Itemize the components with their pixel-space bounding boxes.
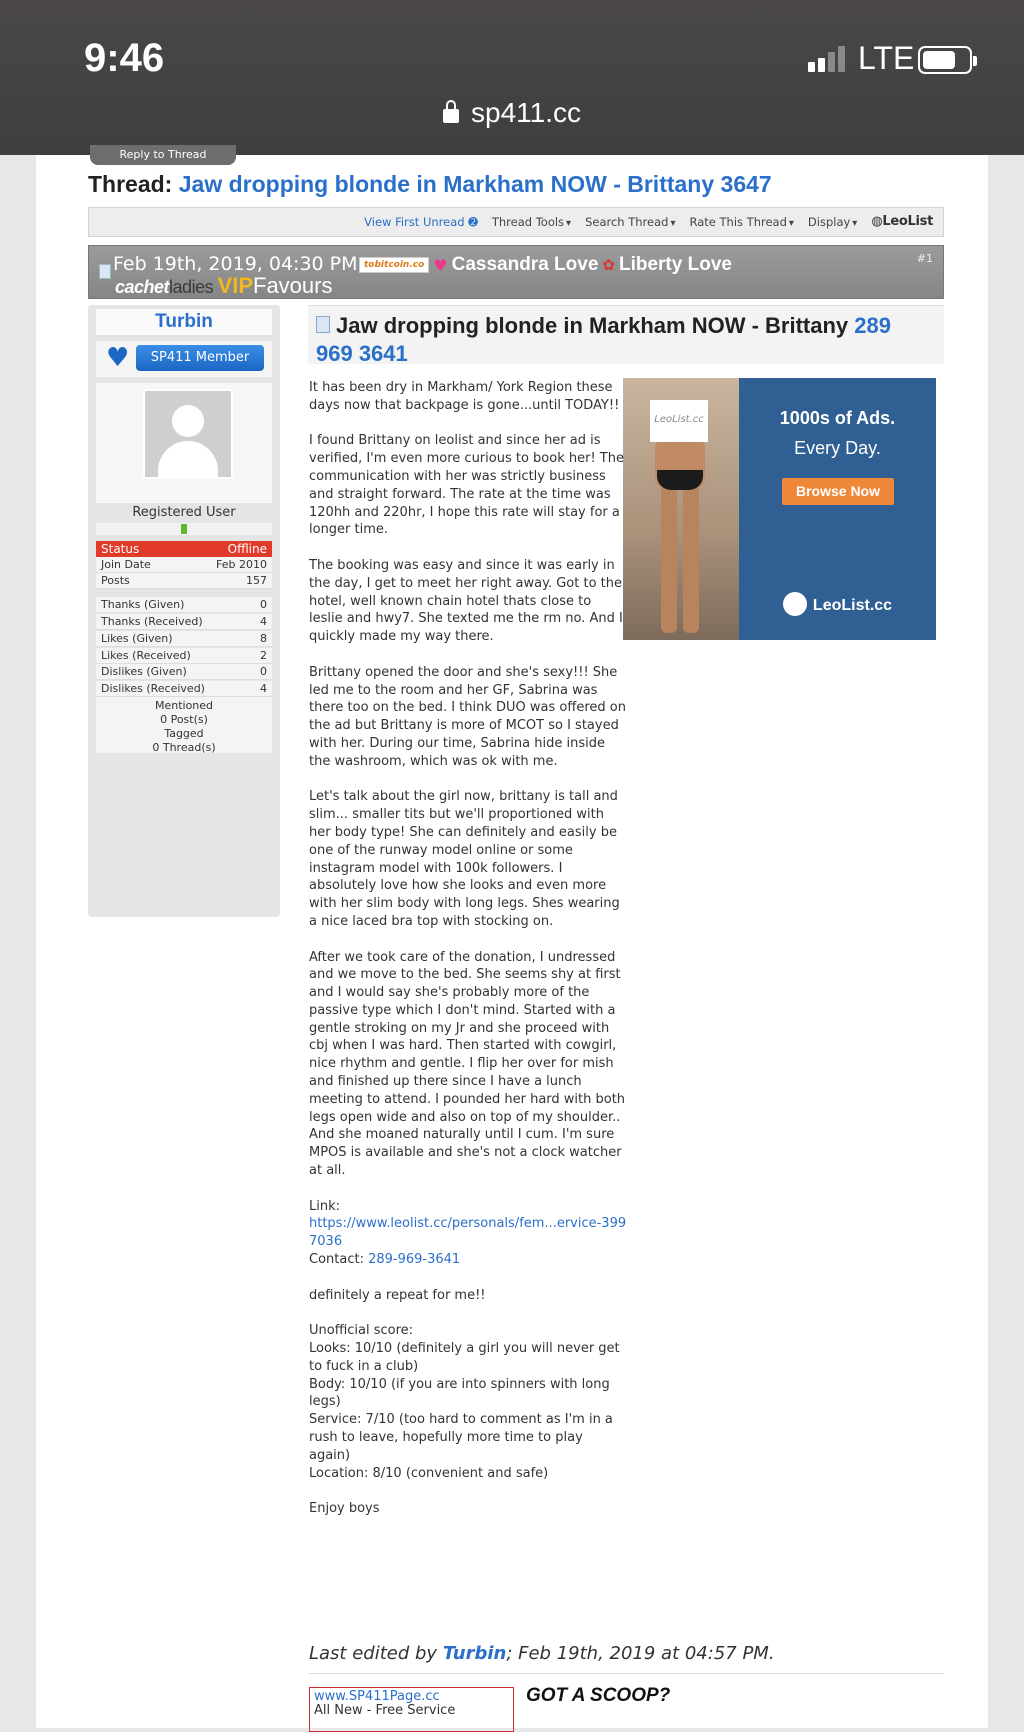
stat-row bbox=[96, 681, 272, 697]
browse-now-button[interactable]: Browse Now bbox=[782, 478, 894, 505]
post-paragraph: It has been dry in Markham/ York Region these days now that backpage is gone...until TODAY!! bbox=[309, 380, 620, 413]
mentioned-posts-link[interactable]: 0 Post(s) bbox=[160, 713, 208, 726]
mentioned-label: Mentioned bbox=[154, 699, 214, 712]
reply-to-thread-button[interactable]: Reply to Thread bbox=[90, 145, 236, 165]
post-paragraph: After we took care of the donation, I undressed and we move to the bed. She seems shy at first and I would say she's probably more of the passive type which I don't mind. Started with a gentle stroking on my Jr and she proceed with cbj when I was hard. Then started with cowgirl, nice rhythm and gentle. I flip her over for mish and finished up there since I have a lunch meeting to attend. I pounded her hard with both legs open wide and also on top of my shoulder.. And she moaned naturally until I cum. I'm sure MPOS is available and she's not a clock watcher at all. bbox=[309, 949, 626, 1179]
post-title-phone[interactable]: 289 969 3641 bbox=[316, 313, 891, 366]
contact-label: Contact: bbox=[309, 1252, 364, 1268]
post-icon bbox=[99, 264, 111, 279]
edited-prefix: Last edited by bbox=[309, 1643, 438, 1664]
ad-logo bbox=[739, 592, 936, 616]
stat-row bbox=[96, 573, 272, 589]
stat-row bbox=[96, 631, 272, 647]
stat-value: 4 bbox=[260, 615, 267, 628]
stat-label: Dislikes (Received) bbox=[101, 682, 205, 695]
clock: 9:46 bbox=[84, 36, 165, 80]
divider bbox=[308, 1673, 944, 1674]
link-label: Link: bbox=[309, 1198, 341, 1214]
stat-row bbox=[96, 614, 272, 630]
ad-logo-text: LeoList.cc bbox=[812, 597, 893, 614]
view-first-unread-label: View First Unread bbox=[364, 214, 465, 229]
stat-row bbox=[96, 597, 272, 613]
stat-value: 8 bbox=[260, 632, 267, 645]
stat-value: 157 bbox=[246, 574, 267, 587]
last-edited bbox=[309, 1643, 775, 1664]
phone-status-bar bbox=[0, 0, 1024, 155]
mentions-tags bbox=[96, 697, 272, 753]
user-card bbox=[88, 305, 280, 917]
post-paragraph: I found Brittany on leolist and since her ad is verified, I'm even more curious to book her! The communication with her was strictly business and straight forward. The rate at the time was 120hh and 220hr, I hope this rate will stay for a longer time. bbox=[309, 433, 624, 538]
heart-icon: ♥ bbox=[433, 255, 448, 275]
network-label: LTE bbox=[858, 40, 915, 76]
stat-row bbox=[96, 664, 272, 680]
stat-label: Likes (Received) bbox=[101, 649, 191, 662]
thread-toolbar bbox=[88, 207, 944, 237]
post-header bbox=[88, 245, 944, 299]
contact-phone-link[interactable]: 289-969-3641 bbox=[368, 1252, 461, 1268]
banner2-ladies: ladies bbox=[169, 277, 214, 297]
signal-icon bbox=[808, 46, 845, 72]
view-first-unread-link[interactable] bbox=[364, 215, 478, 229]
sp411page-url: www.SP411Page.cc bbox=[314, 1689, 440, 1704]
stat-label: Thanks (Received) bbox=[101, 615, 203, 628]
got-a-scoop-banner[interactable]: GOT A SCOOP? bbox=[526, 1685, 671, 1706]
sp411page-ad[interactable] bbox=[309, 1687, 514, 1732]
stat-label: Likes (Given) bbox=[101, 632, 173, 645]
post-date: Feb 19th, 2019, 04:30 PM bbox=[113, 253, 358, 275]
avatar[interactable] bbox=[143, 389, 233, 479]
leolist-link[interactable]: https://www.leolist.cc/personals/fem...ervice-3997036 bbox=[309, 1216, 627, 1250]
post-body bbox=[309, 379, 627, 1536]
banner2-vip: VIP bbox=[217, 273, 253, 298]
reputation-pip bbox=[181, 524, 187, 534]
document-icon bbox=[316, 316, 330, 333]
tagged-label: Tagged bbox=[164, 727, 204, 740]
status-value: Offline bbox=[227, 542, 267, 556]
ad-headline: 1000s of Ads. bbox=[779, 408, 896, 428]
link-block bbox=[309, 1198, 627, 1269]
globe-icon: ◍ bbox=[871, 214, 883, 229]
status-row bbox=[96, 541, 272, 557]
address-bar[interactable] bbox=[0, 97, 1024, 129]
post-paragraph: Let's talk about the girl now, brittany is tall and slim... smaller tits but we'll proportioned with her body type! She can definitely and easily be one of the runway model online or some instagram model with 100k followers. I absolutely love how she looks and even more with her slim body with long legs. Shes wearing a nice laced bra top with stocking on. bbox=[309, 789, 620, 929]
stat-label: Posts bbox=[101, 574, 130, 587]
tobitcoin-badge: tobitcoin.co bbox=[359, 257, 429, 273]
sp411page-text: All New - Free Service bbox=[314, 1703, 456, 1718]
stat-value: 0 bbox=[260, 598, 267, 611]
stat-row bbox=[96, 557, 272, 573]
user-title: Registered User bbox=[132, 505, 236, 520]
arrow-circle-icon: ➋ bbox=[468, 214, 478, 229]
search-thread-menu[interactable]: Search Thread ▾ bbox=[585, 215, 675, 229]
banner-ad-vip[interactable] bbox=[115, 273, 332, 299]
heart-icon: ♥ bbox=[106, 343, 130, 373]
score-block: Unofficial score: Looks: 10/10 (definitely a girl you will never get to fuck in a club) Body: 10/10 (if you are into spinners with long legs) Service: 7/10 (too hard to comment as I'm in a rush to leave, hopefully more time to play again) Location: 8/10 (convenient and safe) bbox=[309, 1323, 620, 1481]
ad-photo bbox=[623, 378, 739, 640]
post-title-box bbox=[308, 305, 944, 364]
lion-logo-icon bbox=[783, 592, 807, 616]
banner-name-1: Cassandra Love bbox=[451, 254, 599, 275]
url-text: sp411.cc bbox=[471, 97, 581, 128]
banner2-favours: Favours bbox=[253, 273, 333, 298]
stat-label: Thanks (Given) bbox=[101, 598, 185, 611]
post-number[interactable]: #1 bbox=[916, 252, 933, 265]
rose-icon: ✿ bbox=[602, 256, 615, 274]
tagged-threads-link[interactable]: 0 Thread(s) bbox=[152, 741, 216, 754]
leolist-ad-banner[interactable] bbox=[623, 378, 936, 640]
ad-subline: Every Day. bbox=[794, 438, 881, 458]
stat-label: Join Date bbox=[101, 558, 151, 571]
leolist-sponsor-logo[interactable] bbox=[871, 214, 933, 229]
lock-icon bbox=[443, 109, 459, 123]
status-label: Status bbox=[101, 542, 140, 556]
thread-tools-menu[interactable]: Thread Tools ▾ bbox=[492, 215, 571, 229]
thread-title-link[interactable]: Jaw dropping blonde in Markham NOW - Brittany 3647 bbox=[178, 171, 772, 197]
rank-label: SP411 Member bbox=[136, 345, 264, 371]
ad-sign: LeoList.cc bbox=[650, 400, 708, 442]
stat-label: Dislikes (Given) bbox=[101, 665, 187, 678]
banner-ad-escorts[interactable] bbox=[359, 254, 732, 276]
edited-suffix: ; Feb 19th, 2019 at 04:57 PM. bbox=[506, 1643, 775, 1664]
username-link[interactable]: Turbin bbox=[96, 309, 272, 335]
post-paragraph: definitely a repeat for me!! bbox=[309, 1287, 486, 1303]
post-paragraph: The booking was easy and since it was early in the day, I get to meet her right away. Got to the hotel, well known chain hotel thats close to leslie and hwy7. She texted me the rm no. And I quickly made my way there. bbox=[309, 557, 623, 645]
banner2-cachet: cachet bbox=[115, 277, 170, 297]
forum-page bbox=[36, 148, 988, 1728]
reputation-bar bbox=[96, 523, 272, 535]
avatar-container bbox=[96, 383, 272, 503]
post-title bbox=[316, 312, 916, 368]
edited-user-link[interactable]: Turbin bbox=[442, 1643, 507, 1664]
display-menu[interactable]: Display ▾ bbox=[808, 215, 857, 229]
battery-icon bbox=[918, 46, 972, 74]
sponsor-label: LeoList bbox=[882, 214, 933, 229]
stat-value: 4 bbox=[260, 682, 267, 695]
stat-value: Feb 2010 bbox=[216, 558, 267, 571]
stat-value: 2 bbox=[260, 649, 267, 662]
post-paragraph: Brittany opened the door and she's sexy!!! She led me to the room and her GF, Sabrina was there too on the bed. I think DUO was offered on the ad but Brittany is more of MCOT so I stayed with her. During our time, Sabrina hide inside the washroom, which was ok with me. bbox=[309, 664, 626, 769]
banner-name-2: Liberty Love bbox=[618, 254, 732, 275]
thread-title bbox=[88, 171, 772, 198]
stat-value: 0 bbox=[260, 665, 267, 678]
thread-prefix: Thread: bbox=[88, 171, 173, 197]
rate-thread-menu[interactable]: Rate This Thread ▾ bbox=[689, 215, 793, 229]
post-title-text: Jaw dropping blonde in Markham NOW - Brittany bbox=[336, 313, 849, 338]
post-paragraph: Enjoy boys bbox=[309, 1501, 380, 1517]
stat-row bbox=[96, 648, 272, 664]
rank-badge bbox=[96, 341, 272, 377]
